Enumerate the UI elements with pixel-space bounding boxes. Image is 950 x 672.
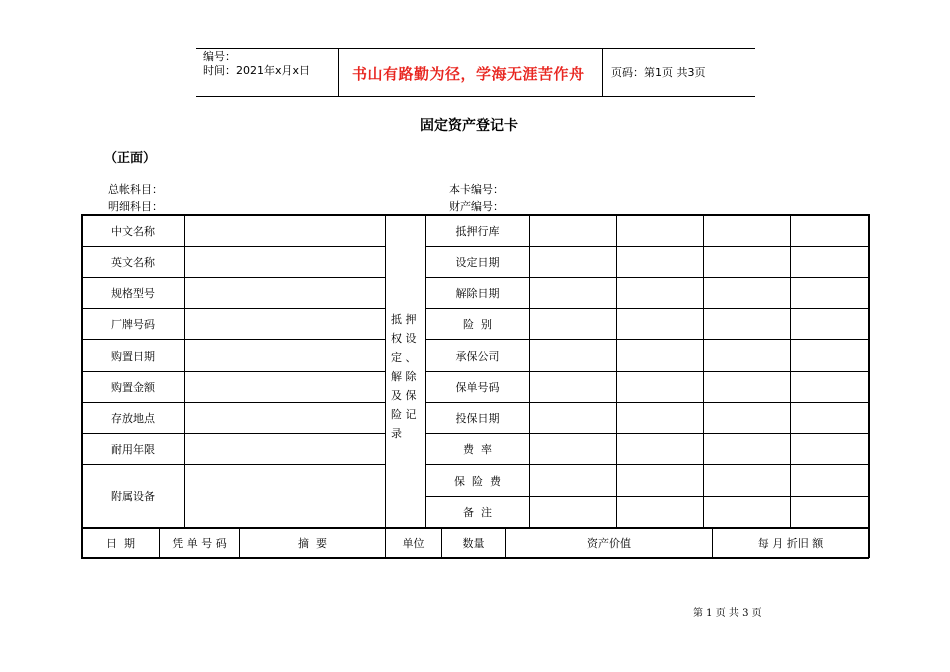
label-setup-date: 设定日期 xyxy=(455,256,500,269)
table-border-bottom xyxy=(81,557,869,559)
col-line xyxy=(385,214,386,527)
header-divider-right xyxy=(602,48,603,96)
header-quantity: 数量 xyxy=(462,537,485,550)
label-insurance-type: 险 别 xyxy=(463,318,492,331)
label-english-name: 英文名称 xyxy=(111,256,155,269)
col-line xyxy=(616,214,617,527)
page-title: 固定资产登记卡 xyxy=(420,118,518,134)
header-date: 日 期 xyxy=(106,537,135,550)
label-storage-location: 存放地点 xyxy=(111,412,155,425)
general-account-label: 总帐科目： xyxy=(108,183,163,196)
label-service-life: 耐用年限 xyxy=(111,443,155,456)
card-number-label: 本卡编号： xyxy=(449,183,504,196)
time-label: 时间：2021年x月x日 xyxy=(203,64,311,77)
table-border-right xyxy=(868,214,870,558)
asset-number-label: 财产编号： xyxy=(449,200,504,213)
label-mortgage-bank: 抵押行库 xyxy=(455,224,500,238)
page-code: 页码：第1页 共3页 xyxy=(611,66,706,79)
label-rate: 费 率 xyxy=(463,443,492,456)
label-purchase-amount: 购置金额 xyxy=(111,381,155,394)
label-purchase-date: 购置日期 xyxy=(111,349,155,363)
header-summary: 摘 要 xyxy=(298,537,327,550)
label-brand-number: 厂牌号码 xyxy=(111,318,155,331)
footer-page-number: 第 1 页 共 3 页 xyxy=(693,608,762,619)
number-label: 编号： xyxy=(203,50,236,63)
header-divider-left xyxy=(338,48,339,96)
mortgage-insurance-record-label: 抵 押 权 设 定 、 解 除 及 保 险 记 录 xyxy=(391,313,417,440)
header-monthly-depreciation: 每 月 折旧 额 xyxy=(757,537,824,550)
label-insured-date: 投保日期 xyxy=(455,412,500,425)
label-insurer: 承保公司 xyxy=(455,349,500,363)
label-accessories: 附属设备 xyxy=(111,490,155,503)
header-asset-value: 资产价值 xyxy=(587,537,631,550)
label-premium: 保 险 费 xyxy=(454,474,501,488)
header-top-line xyxy=(196,48,755,49)
label-remarks: 备 注 xyxy=(463,506,492,519)
label-chinese-name: 中文名称 xyxy=(111,224,155,238)
header-bottom-line xyxy=(196,96,755,97)
col-line xyxy=(529,214,530,527)
header-unit: 单位 xyxy=(402,537,425,550)
col-line xyxy=(703,214,704,527)
col-line xyxy=(184,214,185,527)
col-line xyxy=(790,214,791,527)
label-policy-number: 保单号码 xyxy=(455,381,500,394)
side-indicator: （正面） xyxy=(104,151,157,166)
label-spec-model: 规格型号 xyxy=(111,287,155,300)
header-voucher-number: 凭 单 号 码 xyxy=(172,537,227,550)
detail-account-label: 明细科目： xyxy=(108,200,163,213)
label-release-date: 解除日期 xyxy=(455,287,500,300)
motto: 书山有路勤为径，学海无涯苦作舟 xyxy=(352,65,585,83)
